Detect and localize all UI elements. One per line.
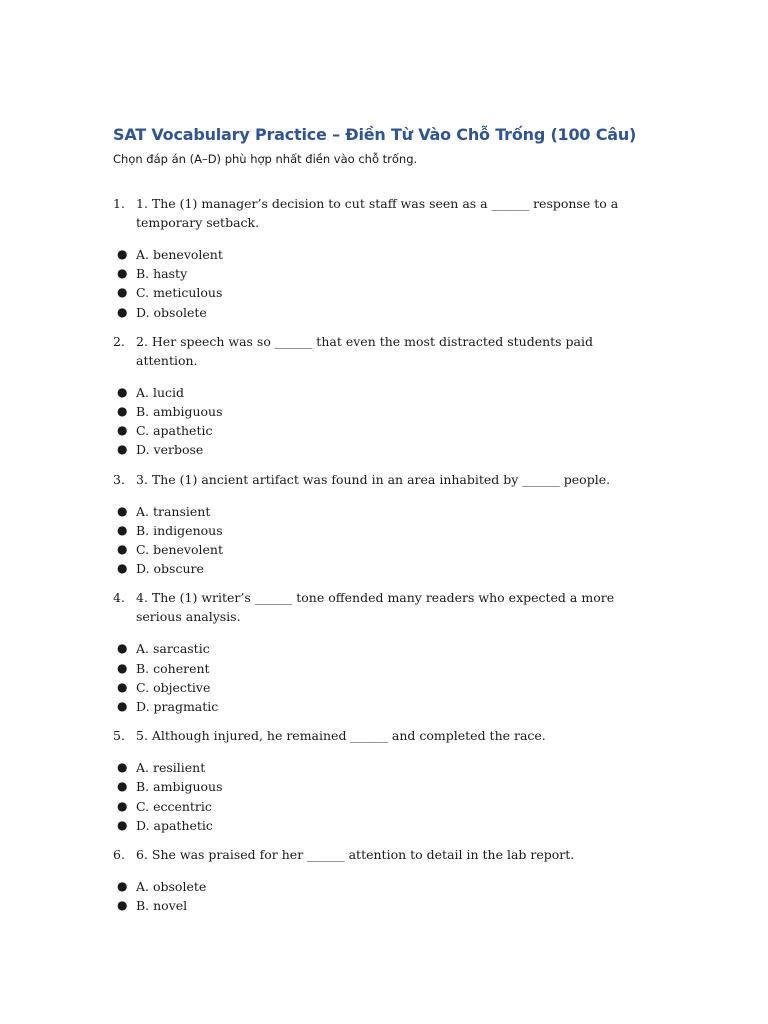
option-item: [113, 502, 653, 521]
option-item: [113, 559, 653, 578]
option-text: B. ambiguous: [136, 779, 223, 795]
question-number: 6.: [113, 847, 125, 863]
bullet-icon: ●: [117, 503, 128, 518]
question-text: 6. She was praised for her ______ attention to detail in the lab report.: [136, 847, 575, 863]
option-text: B. hasty: [136, 266, 188, 282]
document-title: SAT Vocabulary Practice – Điền Từ Vào Chỗ Trống (100 Câu): [113, 125, 637, 144]
question-item: [113, 332, 653, 460]
option-list: [113, 383, 653, 460]
option-list: [113, 639, 653, 716]
question-text: 3. The (1) ancient artifact was found in an area inhabited by ______ people.: [136, 471, 611, 487]
question-number: 5.: [113, 728, 125, 744]
bullet-icon: ●: [117, 542, 128, 557]
bullet-icon: ●: [117, 898, 128, 913]
option-item: [113, 383, 653, 402]
bullet-icon: ●: [117, 285, 128, 300]
option-text: A. benevolent: [136, 247, 223, 262]
bullet-icon: ●: [117, 384, 128, 399]
option-text: A. lucid: [136, 384, 185, 400]
option-item: [113, 659, 653, 678]
question-text: 1. The (1) manager’s decision to cut staff was seen as a ______ response to a temporary setback.: [136, 196, 619, 230]
option-item: [113, 521, 653, 540]
question-item: [113, 588, 653, 716]
bullet-icon: ●: [117, 404, 128, 419]
option-text: B. novel: [136, 898, 188, 914]
option-item: [113, 421, 653, 440]
option-text: A. transient: [136, 503, 211, 519]
question-item: [113, 194, 653, 322]
option-item: [113, 264, 653, 283]
bullet-icon: ●: [117, 879, 128, 894]
question-number: 3.: [113, 471, 125, 487]
bullet-icon: ●: [117, 442, 128, 457]
question-number: 4.: [113, 590, 125, 606]
option-item: [113, 877, 653, 896]
question-text: 2. Her speech was so ______ that even the most distracted students paid attention.: [136, 333, 594, 368]
option-item: [113, 777, 653, 796]
bullet-icon: ●: [117, 779, 128, 794]
option-item: [113, 758, 653, 777]
bullet-icon: ●: [117, 760, 128, 775]
option-text: B. coherent: [136, 660, 210, 676]
option-item: [113, 797, 653, 816]
option-item: [113, 303, 653, 322]
bullet-icon: ●: [117, 679, 128, 694]
option-list: [113, 245, 653, 322]
option-text: D. verbose: [136, 442, 204, 458]
option-item: [113, 283, 653, 302]
option-text: D. apathetic: [136, 817, 213, 833]
question-item: [113, 845, 653, 915]
option-item: [113, 816, 653, 835]
bullet-icon: ●: [117, 561, 128, 576]
option-text: D. pragmatic: [136, 699, 219, 715]
bullet-icon: ●: [117, 266, 128, 281]
option-item: [113, 440, 653, 459]
bullet-icon: ●: [117, 247, 128, 261]
option-item: [113, 697, 653, 716]
question-number: 2.: [113, 333, 125, 349]
question-number: 1.: [113, 196, 125, 211]
option-text: A. obsolete: [136, 879, 207, 895]
question-text: 4. The (1) writer’s ______ tone offended many readers who expected a more serious analysis.: [136, 590, 615, 625]
option-item: [113, 678, 653, 697]
bullet-icon: ●: [117, 423, 128, 438]
option-text: D. obscure: [136, 561, 204, 577]
option-list: [113, 758, 653, 835]
instructions: Chọn đáp án (A–D) phù hợp nhất điền vào chỗ trống.: [113, 152, 418, 166]
option-text: C. apathetic: [136, 423, 213, 439]
option-item: [113, 245, 653, 264]
bullet-icon: ●: [117, 522, 128, 537]
question-list: [113, 194, 653, 915]
option-text: C. eccentric: [136, 798, 212, 814]
option-item: [113, 639, 653, 658]
bullet-icon: ●: [117, 798, 128, 813]
bullet-icon: ●: [117, 699, 128, 714]
question-item: [113, 470, 653, 579]
option-list: [113, 877, 653, 915]
option-text: C. meticulous: [136, 285, 223, 301]
option-text: B. indigenous: [136, 522, 223, 538]
option-text: A. sarcastic: [136, 641, 210, 657]
bullet-icon: ●: [117, 660, 128, 675]
bullet-icon: ●: [117, 304, 128, 319]
option-text: B. ambiguous: [136, 404, 223, 420]
bullet-icon: ●: [117, 817, 128, 832]
option-item: [113, 896, 653, 915]
option-item: [113, 402, 653, 421]
document-page: [113, 124, 653, 925]
option-item: [113, 540, 653, 559]
option-text: C. objective: [136, 679, 211, 695]
option-list: [113, 502, 653, 579]
option-text: D. obsolete: [136, 304, 207, 320]
option-text: C. benevolent: [136, 542, 223, 558]
option-text: A. resilient: [136, 760, 206, 776]
bullet-icon: ●: [117, 641, 128, 656]
question-item: [113, 726, 653, 835]
question-text: 5. Although injured, he remained ______ and completed the race.: [136, 728, 546, 744]
